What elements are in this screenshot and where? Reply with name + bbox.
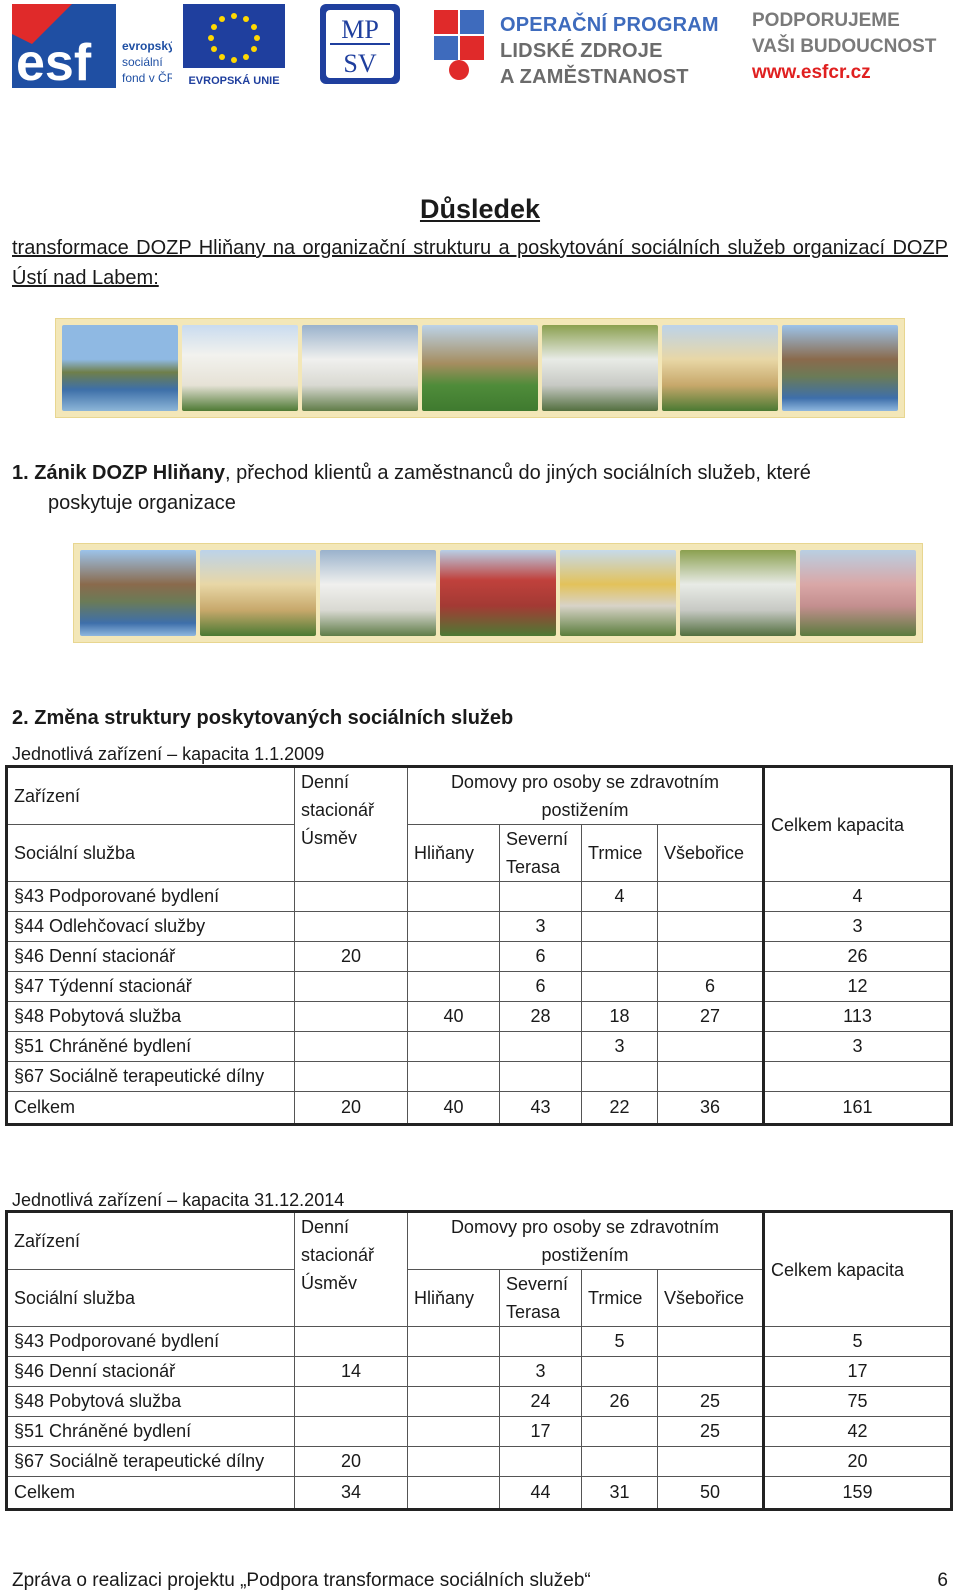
value-cell: [500, 882, 582, 912]
op-line1: OPERAČNÍ PROGRAM: [500, 14, 719, 36]
value-cell: [500, 1447, 582, 1477]
value-cell: 3: [764, 1032, 952, 1062]
page-footer: [12, 1570, 948, 1592]
service-cell: §51 Chráněné bydlení: [7, 1417, 295, 1447]
op-line3: A ZAMĚSTNANOST: [500, 66, 689, 88]
total-value: 20: [295, 1092, 408, 1125]
value-cell: [582, 1447, 658, 1477]
value-cell: [408, 1387, 500, 1417]
esf-logo: [12, 4, 172, 88]
header-zarizeni: Zařízení: [7, 1212, 295, 1270]
photo-building: [440, 550, 556, 636]
table-row: [7, 1327, 952, 1357]
photo-garden: [422, 325, 538, 411]
total-value: 31: [582, 1477, 658, 1510]
podporujeme-logo: [752, 8, 952, 88]
value-cell: 3: [582, 1032, 658, 1062]
header-sluzba: Sociální služba: [7, 825, 295, 882]
service-cell: §51 Chráněné bydlení: [7, 1032, 295, 1062]
photo-building: [662, 325, 778, 411]
total-label: Celkem: [7, 1092, 295, 1125]
value-cell: [295, 1002, 408, 1032]
page-number: 6: [937, 1570, 948, 1591]
esf-big-text: esf: [16, 34, 92, 88]
header-vseborice: Všebořice: [658, 1270, 764, 1327]
mpsv-top: MP: [341, 15, 379, 44]
table-row: [7, 1032, 952, 1062]
header-denni: Denní stacionář Úsměv: [295, 1212, 408, 1327]
table-1-body: [7, 882, 952, 1125]
value-cell: 25: [658, 1387, 764, 1417]
point-1-text: , přechod klientů a zaměstnanců do jiných sociálních služeb, které: [225, 462, 811, 484]
header-vseborice: Všebořice: [658, 825, 764, 882]
value-cell: 4: [582, 882, 658, 912]
header-domovy: Domovy pro osoby se zdravotním postižením: [408, 1212, 764, 1270]
photo-building: [200, 550, 316, 636]
value-cell: 25: [658, 1417, 764, 1447]
value-cell: 75: [764, 1387, 952, 1417]
value-cell: [408, 1327, 500, 1357]
footer-text: Zpráva o realizaci projektu „Podpora transformace sociálních služeb“: [12, 1570, 591, 1591]
photo-strip-2: [73, 543, 923, 643]
value-cell: 3: [500, 912, 582, 942]
value-cell: [500, 1327, 582, 1357]
photo-building: [680, 550, 796, 636]
capacity-table-2009: [5, 765, 953, 1126]
total-value: 44: [500, 1477, 582, 1510]
service-cell: §47 Týdenní stacionář: [7, 972, 295, 1002]
service-cell: §44 Odlehčovací služby: [7, 912, 295, 942]
value-cell: [295, 1417, 408, 1447]
value-cell: 17: [500, 1417, 582, 1447]
photo-river: [62, 325, 178, 411]
esf-l1: evropský: [122, 39, 172, 53]
total-value: 43: [500, 1092, 582, 1125]
value-cell: 24: [500, 1387, 582, 1417]
value-cell: [408, 1417, 500, 1447]
header-celkem: Celkem kapacita: [764, 1212, 952, 1327]
total-row: [7, 1477, 952, 1510]
header-hlinany: Hliňany: [408, 825, 500, 882]
value-cell: [658, 882, 764, 912]
value-cell: [408, 972, 500, 1002]
table-row: [7, 942, 952, 972]
op-lzz-logo: [430, 4, 720, 88]
table-row: [7, 1357, 952, 1387]
photo-river: [80, 550, 196, 636]
value-cell: [295, 912, 408, 942]
value-cell: [582, 912, 658, 942]
point-1-continuation: poskytuje organizace: [48, 492, 236, 514]
value-cell: 27: [658, 1002, 764, 1032]
value-cell: [764, 1062, 952, 1092]
value-cell: 18: [582, 1002, 658, 1032]
value-cell: 20: [295, 942, 408, 972]
value-cell: 6: [658, 972, 764, 1002]
point-2-heading: 2. Změna struktury poskytovaných sociálních služeb: [12, 707, 514, 729]
value-cell: 3: [500, 1357, 582, 1387]
value-cell: 3: [764, 912, 952, 942]
value-cell: 5: [582, 1327, 658, 1357]
value-cell: [658, 912, 764, 942]
value-cell: 26: [582, 1387, 658, 1417]
table-row: [7, 1062, 952, 1092]
total-value: 40: [408, 1092, 500, 1125]
value-cell: [582, 942, 658, 972]
table-row: [7, 1387, 952, 1417]
photo-building: [560, 550, 676, 636]
table-2-body: [7, 1327, 952, 1510]
value-cell: [582, 972, 658, 1002]
page-subtitle: transformace DOZP Hliňany na organizační strukturu a poskytování sociálních služeb organizací DOZP Ústí nad Labem:: [12, 237, 948, 289]
value-cell: 4: [764, 882, 952, 912]
header-denni: Denní stacionář Úsměv: [295, 767, 408, 882]
header-severni: Severní Terasa: [500, 825, 582, 882]
table-row: [7, 912, 952, 942]
value-cell: [658, 1327, 764, 1357]
value-cell: [408, 1447, 500, 1477]
value-cell: 14: [295, 1357, 408, 1387]
value-cell: 40: [408, 1002, 500, 1032]
photo-building: [302, 325, 418, 411]
value-cell: 6: [500, 942, 582, 972]
esf-l2: sociální: [122, 55, 163, 69]
value-cell: [408, 942, 500, 972]
point-1: [12, 458, 948, 518]
table-row: [7, 882, 952, 912]
point-1-number: 1.: [12, 462, 29, 484]
photo-building: [182, 325, 298, 411]
op-line2: LIDSKÉ ZDROJE: [500, 40, 663, 62]
value-cell: [295, 972, 408, 1002]
total-value: 159: [764, 1477, 952, 1510]
value-cell: [408, 1357, 500, 1387]
photo-building: [542, 325, 658, 411]
value-cell: 17: [764, 1357, 952, 1387]
value-cell: [408, 1062, 500, 1092]
header-severni: Severní Terasa: [500, 1270, 582, 1327]
value-cell: [295, 1387, 408, 1417]
header-trmice: Trmice: [582, 1270, 658, 1327]
table-1-caption: Jednotlivá zařízení – kapacita 1.1.2009: [12, 744, 325, 764]
value-cell: 20: [295, 1447, 408, 1477]
service-cell: §43 Podporované bydlení: [7, 882, 295, 912]
value-cell: [500, 1062, 582, 1092]
eu-flag-logo: [183, 4, 285, 88]
value-cell: [500, 1032, 582, 1062]
service-cell: §67 Sociálně terapeutické dílny: [7, 1062, 295, 1092]
value-cell: 20: [764, 1447, 952, 1477]
header-hlinany: Hliňany: [408, 1270, 500, 1327]
value-cell: [295, 1327, 408, 1357]
value-cell: [408, 1032, 500, 1062]
value-cell: [658, 1062, 764, 1092]
value-cell: [408, 912, 500, 942]
service-cell: §46 Denní stacionář: [7, 1357, 295, 1387]
total-value: 36: [658, 1092, 764, 1125]
service-cell: §48 Pobytová služba: [7, 1387, 295, 1417]
header-celkem: Celkem kapacita: [764, 767, 952, 882]
value-cell: [295, 882, 408, 912]
total-row: [7, 1092, 952, 1125]
total-value: [408, 1477, 500, 1510]
value-cell: 5: [764, 1327, 952, 1357]
mpsv-bottom: SV: [343, 49, 377, 78]
value-cell: [658, 1447, 764, 1477]
page-title: Důsledek: [419, 194, 541, 224]
value-cell: 42: [764, 1417, 952, 1447]
photo-building: [800, 550, 916, 636]
header-sluzba: Sociální služba: [7, 1270, 295, 1327]
header-trmice: Trmice: [582, 825, 658, 882]
value-cell: 26: [764, 942, 952, 972]
value-cell: [295, 1062, 408, 1092]
point-1-lead: Zánik DOZP Hliňany: [34, 462, 226, 484]
service-cell: §43 Podporované bydlení: [7, 1327, 295, 1357]
mpsv-logo: [318, 2, 402, 86]
table-row: [7, 972, 952, 1002]
header-zarizeni: Zařízení: [7, 767, 295, 825]
service-cell: §46 Denní stacionář: [7, 942, 295, 972]
table-2-caption: Jednotlivá zařízení – kapacita 31.12.2014: [12, 1190, 345, 1210]
value-cell: [658, 1032, 764, 1062]
table-row: [7, 1002, 952, 1032]
table-row: [7, 1417, 952, 1447]
total-value: 161: [764, 1092, 952, 1125]
value-cell: 113: [764, 1002, 952, 1032]
value-cell: 12: [764, 972, 952, 1002]
photo-strip-1: [55, 318, 905, 418]
total-value: 22: [582, 1092, 658, 1125]
total-value: 34: [295, 1477, 408, 1510]
header-domovy: Domovy pro osoby se zdravotním postižením: [408, 767, 764, 825]
table-row: [7, 1447, 952, 1477]
capacity-table-2014: [5, 1210, 953, 1511]
pv-line1: PODPORUJEME: [752, 10, 900, 31]
value-cell: [658, 1357, 764, 1387]
value-cell: [295, 1032, 408, 1062]
total-value: 50: [658, 1477, 764, 1510]
photo-river: [782, 325, 898, 411]
value-cell: 28: [500, 1002, 582, 1032]
photo-building: [320, 550, 436, 636]
pv-url: www.esfcr.cz: [752, 62, 871, 83]
total-label: Celkem: [7, 1477, 295, 1510]
value-cell: [582, 1357, 658, 1387]
value-cell: [658, 942, 764, 972]
value-cell: [408, 882, 500, 912]
service-cell: §48 Pobytová služba: [7, 1002, 295, 1032]
value-cell: [582, 1062, 658, 1092]
service-cell: §67 Sociálně terapeutické dílny: [7, 1447, 295, 1477]
esf-l3: fond v ČR: [122, 71, 172, 85]
value-cell: [582, 1417, 658, 1447]
eu-caption: EVROPSKÁ UNIE: [188, 75, 280, 87]
value-cell: 6: [500, 972, 582, 1002]
pv-line2: VAŠI BUDOUCNOST: [752, 36, 937, 57]
